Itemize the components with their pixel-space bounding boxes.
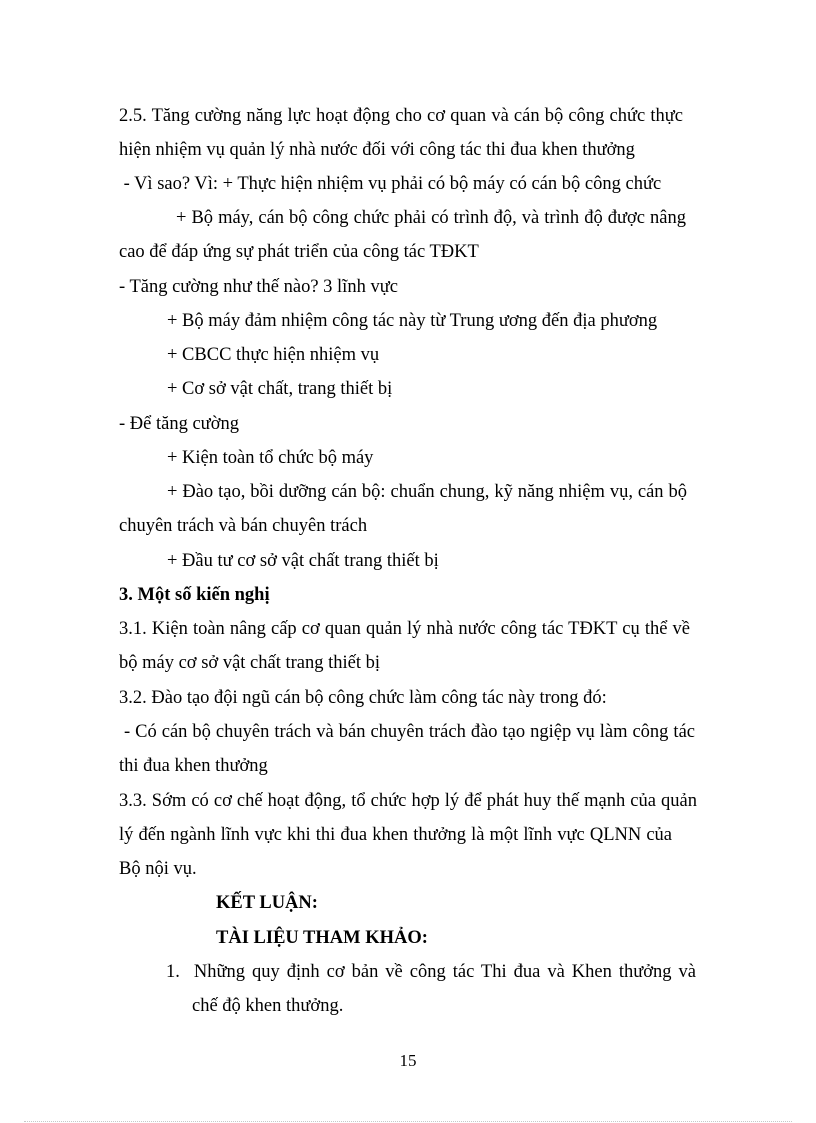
recommendation-3-1-line-2: bộ máy cơ sở vật chất trang thiết bị (119, 653, 381, 673)
strengthen-bullet-2-line-2: chuyên trách và bán chuyên trách (119, 516, 368, 536)
strengthen-bullet-1: + Kiện toàn tổ chức bộ máy (167, 448, 374, 468)
recommendation-3-3-line-1: 3.3. Sớm có cơ chế hoạt động, tổ chức hợp lý để phát huy thế mạnh của quản (119, 791, 697, 811)
recommendation-3-1-line-1: 3.1. Kiện toàn nâng cấp cơ quan quản lý nhà nước công tác TĐKT cụ thể về (119, 619, 690, 639)
how-bullet-2: + CBCC thực hiện nhiệm vụ (167, 345, 380, 365)
paragraph-2-5-line-1: 2.5. Tăng cường năng lực hoạt động cho cơ quan và cán bộ công chức thực (119, 106, 683, 126)
strengthen-line: - Để tăng cường (119, 414, 239, 434)
strengthen-bullet-3: + Đầu tư cơ sở vật chất trang thiết bị (167, 551, 439, 571)
recommendation-3-3-line-2: lý đến ngành lĩnh vực khi thi đua khen thưởng là một lĩnh vực QLNN của (119, 825, 672, 845)
recommendation-3-2-line-3: thi đua khen thưởng (119, 756, 268, 776)
how-bullet-3: + Cơ sở vật chất, trang thiết bị (167, 379, 393, 399)
why-bullet-2-line-2: cao để đáp ứng sự phát triển của công tác TĐKT (119, 242, 479, 262)
reference-1-line-1: 1. Những quy định cơ bản về công tác Thi đua và Khen thưởng và (166, 962, 696, 982)
recommendation-3-2-line-2: - Có cán bộ chuyên trách và bán chuyên trách đào tạo ngiệp vụ làm công tác (119, 722, 695, 742)
why-bullet-2-line-1: + Bộ máy, cán bộ công chức phải có trình độ, và trình độ được nâng (176, 208, 686, 228)
section-3-heading: 3. Một số kiến nghị (119, 585, 270, 605)
how-bullet-1: + Bộ máy đảm nhiệm công tác này từ Trung ương đến địa phương (167, 311, 658, 331)
strengthen-bullet-2-line-1: + Đào tạo, bồi dưỡng cán bộ: chuẩn chung, kỹ năng nhiệm vụ, cán bộ (167, 482, 687, 502)
references-heading: TÀI LIỆU THAM KHẢO: (216, 928, 428, 948)
recommendation-3-3-line-3: Bộ nội vụ. (119, 859, 197, 879)
why-line: - Vì sao? Vì: + Thực hiện nhiệm vụ phải có bộ máy có cán bộ công chức (119, 174, 662, 194)
recommendation-3-2-line-1: 3.2. Đào tạo đội ngũ cán bộ công chức làm công tác này trong đó: (119, 688, 607, 708)
conclusion-heading: KẾT LUẬN: (216, 893, 318, 913)
how-line: - Tăng cường như thế nào? 3 lĩnh vực (119, 277, 398, 297)
page-bottom-rule (24, 1121, 792, 1122)
paragraph-2-5-line-2: hiện nhiệm vụ quản lý nhà nước đối với công tác thi đua khen thưởng (119, 140, 635, 160)
reference-1-line-2: chế độ khen thưởng. (192, 996, 344, 1016)
page-number: 15 (399, 1051, 417, 1070)
